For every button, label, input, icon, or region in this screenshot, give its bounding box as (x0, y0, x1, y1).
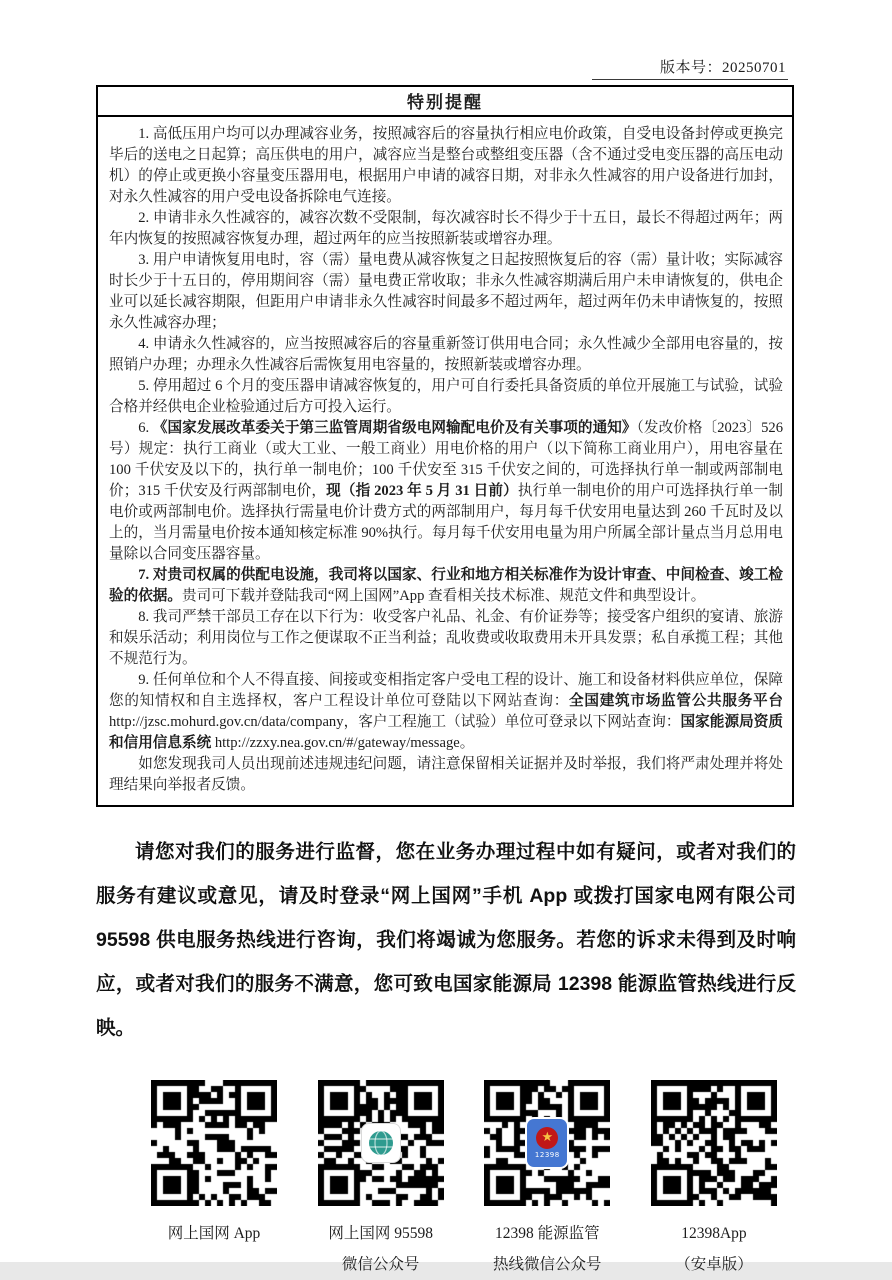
notice-paragraph-segment: 如您发现我司人员出现前述违规违纪问题，请注意保留相关证据并及时举报，我们将严肃处理并将处理结果向举报者反馈。 (109, 756, 783, 793)
notice-paragraph-segment: 贵司可下载并登陆我司“网上国网”App 查看相关技术标准、规范文件和典型设计。 (181, 588, 706, 604)
special-reminder-box (96, 85, 794, 807)
notice-paragraph-segment: http://jzsc.mohurd.gov.cn/data/company，客户工程施工（试验）单位可登录以下网站查询： (109, 714, 681, 730)
emblem-label: 12398 (534, 1151, 560, 1160)
notice-paragraph (109, 208, 783, 250)
qr-caption (675, 1219, 753, 1279)
notice-paragraph (109, 376, 783, 418)
qr-caption (168, 1219, 261, 1249)
notice-paragraph-segment: 执行单一制电价的用户可选择执行单一制电价或两部制电价。选择执行需量电价计费方式的两部制用户，每月每千伏安用电量达到 260 千瓦时及以上的，当月需量电价按本通知核定标准 90%执行。每月每千伏安用电量为用户所属全部计量点当月总用电量除以合同变压器容量。 (109, 483, 783, 562)
qr-caption-line: 微信公众号 (341, 1255, 420, 1273)
qr-caption-line: 12398App (681, 1225, 747, 1243)
notice-paragraph-segment: 6. (138, 420, 153, 436)
version-number: 版本号：20250701 (592, 56, 788, 80)
qr-caption-line: 网上国网 App (167, 1225, 261, 1243)
qr-caption-line: 热线微信公众号 (493, 1255, 602, 1273)
qr-caption-line: 12398 能源监管 (494, 1225, 600, 1243)
notice-paragraph-segment: 3. 用户申请恢复用电时，容（需）量电费从减容恢复之日起按照恢复后的容（需）量计收；实际减容时长少于十五日的，停用期间容（需）量电费正常收取；非永久性减容期满后用户未申请恢复的，供电企业可以延长减容期限，但距用户申请非永久性减容时间最多不超过两年，超过两年仍未申请恢复的，按照永久性减容办理； (109, 252, 783, 331)
qr-item (150, 1080, 278, 1249)
notice-paragraph-segment: http://zzxy.nea.gov.cn/#/gateway/message。 (211, 735, 475, 751)
service-supervision-paragraph: 请您对我们的服务进行监督，您在业务办理过程中如有疑问，或者对我们的服务有建议或意见，请及时登录“网上国网”手机 App 或拨打国家电网有限公司 95598 供电服务热线进行咨询，我们将竭诚为您服务。若您的诉求未得到及时响应，或者对我们的服务不满意，您可致电国家能源局 12398 能源监管热线进行反映。 (96, 841, 796, 1039)
notice-title: 特别提醒 (98, 87, 792, 117)
notice-paragraph-segment: （发改价格〔2023〕526 号）规定：执行工商业（或大工业、一般工商业）用电价格的用户（以下简称工商业用户），用电容量在 100 千伏安及以下的，执行单一制电价；100 千伏安至 315 千伏安之间的，可选择执行单一制或两部制电价；315 千伏安及行两部制电价， (109, 420, 784, 499)
notice-paragraph-segment: 国家能源局资质和信用信息系统 (109, 714, 783, 751)
notice-paragraph-segment: 4. 申请永久性减容的，应当按照减容后的容量重新签订供用电合同；永久性减少全部用电容量的，按照销户办理；办理永久性减容后需恢复用电容量的，按照新装或增容办理。 (109, 336, 783, 373)
notice-paragraph (109, 607, 783, 670)
notice-paragraph (109, 670, 783, 754)
qr-caption-line: 网上国网 95598 (328, 1225, 433, 1243)
qr-item (317, 1080, 445, 1279)
qr-code-image (318, 1080, 444, 1206)
notice-paragraph-segment: 8. 我司严禁干部员工存在以下行为：收受客户礼品、礼金、有价证券等；接受客户组织的宴请、旅游和娱乐活动；利用岗位与工作之便谋取不正当利益；乱收费或收取费用未开具发票；私自承揽工程；其他不规范行为。 (109, 609, 783, 667)
qr-caption (328, 1219, 433, 1279)
notice-paragraph (109, 334, 783, 376)
qr-code-image (484, 1080, 610, 1206)
qr-code-canvas (651, 1080, 777, 1206)
qr-item (483, 1080, 611, 1279)
version-row (0, 0, 892, 80)
national-emblem-icon: ★ (536, 1127, 558, 1149)
notice-paragraph-segment: 全国建筑市场监管公共服务平台 (569, 693, 783, 709)
notice-paragraph-segment: 5. 停用超过 6 个月的变压器申请减容恢复的，用户可自行委托具备资质的单位开展施工与试验，试验合格并经供电企业检验通过后方可投入运行。 (109, 378, 783, 415)
national-emblem-12398-icon (527, 1119, 567, 1167)
notice-paragraph-segment: 《国家发展改革委关于第三监管周期省级电网输配电价及有关事项的通知》 (152, 420, 637, 436)
notice-body (98, 117, 792, 805)
qr-code-image (651, 1080, 777, 1206)
state-grid-globe-icon (362, 1124, 400, 1162)
notice-paragraph (109, 124, 783, 208)
qr-code-canvas (151, 1080, 277, 1206)
notice-paragraph (109, 754, 783, 796)
notice-paragraph-segment: 7. 对贵司权属的供配电设施，我司将以国家、行业和地方相关标准作为设计审查、中间检查、竣工检验的依据。 (109, 567, 783, 604)
notice-paragraph (109, 565, 783, 607)
notice-paragraph-segment: 现（指 2023 年 5 月 31 日前） (326, 483, 518, 499)
notice-paragraph-segment: 1. 高低压用户均可以办理减容业务，按照减容后的容量执行相应电价政策，自受电设备封停或更换完毕后的送电之日起算；高压供电的用户，减容应当是整台或整组变压器（含不通过受电变压器的高压电动机）的停止或更换小容量变压器用电，根据用户申请的减容日期，对非永久性减容的用户设备进行加封，对永久性减容的用户受电设备拆除电气连接。 (109, 126, 783, 205)
qr-item (650, 1080, 778, 1279)
qr-code-image (151, 1080, 277, 1206)
notice-paragraph-segment: 9. 任何单位和个人不得直接、间接或变相指定客户受电工程的设计、施工和设备材料供应单位，保障您的知情权和自主选择权，客户工程设计单位可登陆以下网站查询： (109, 672, 783, 709)
qr-caption-line: （安卓版） (675, 1255, 753, 1273)
notice-paragraph-segment: 2. 申请非永久性减容的，减容次数不受限制，每次减容时长不得少于十五日，最长不得超过两年；两年内恢复的按照减容恢复办理，超过两年的应当按照新装或增容办理。 (109, 210, 783, 247)
qr-code-section (150, 1080, 778, 1279)
notice-paragraph (109, 418, 783, 565)
qr-caption (493, 1219, 602, 1279)
notice-paragraph (109, 250, 783, 334)
